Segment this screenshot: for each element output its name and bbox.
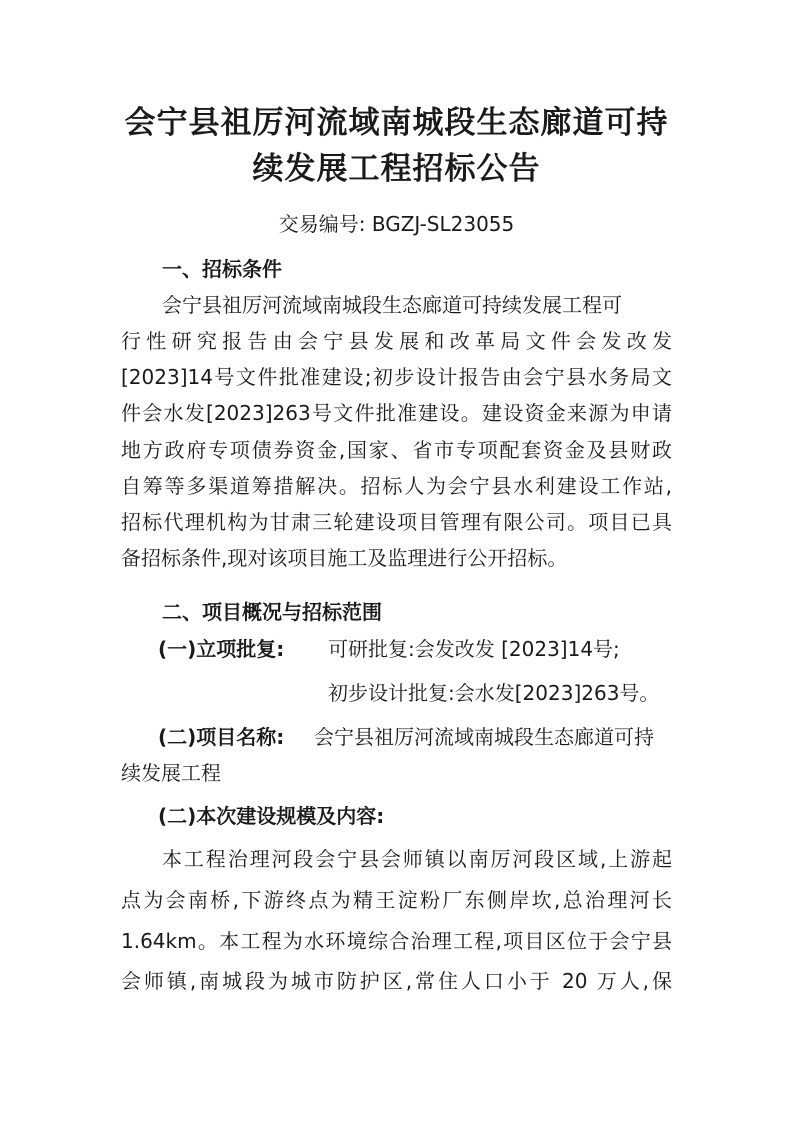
scale-line-3: 1.64km。本工程为水环境综合治理工程,项目区位于会宁县 [121,929,672,953]
section1-line-4: 件会水发[2023]263号文件批准建设。建设资金来源为申请 [121,401,672,425]
trade-number: 交易编号: BGZJ-SL23055 [278,212,515,236]
section1-line-7: 招标代理机构为甘肃三轮建设项目管理有限公司。项目已具 [121,510,672,534]
section1-heading: 一、招标条件 [162,257,282,281]
scale-label: (二)本次建设规模及内容: [158,804,385,828]
scale-line-1: 本工程治理河段会宁县会师镇以南厉河段区域,上游起 [162,847,672,871]
section1-line-2: 行性研究报告由会宁县发展和改革局文件会发改发 [121,329,672,353]
document-title-line2: 续发展工程招标公告 [252,151,541,187]
project-name-value-2: 续发展工程 [121,761,221,785]
section1-line-6: 自筹等多渠道筹措解决。招标人为会宁县水利建设工作站, [121,474,672,498]
project-name-label: (二)项目名称: [158,725,285,749]
section1-line-5: 地方政府专项债券资金,国家、省市专项配套资金及县财政 [121,438,672,462]
approval-value-1: 可研批复:会发改发 [2023]14号; [328,637,620,661]
section2-heading: 二、项目概况与招标范围 [162,600,382,624]
section1-line-8: 备招标条件,现对该项目施工及监理进行公开招标。 [121,546,568,570]
scale-line-4: 会师镇,南城段为城市防护区,常住人口小于 20 万人,保 [121,969,672,993]
section1-line-1: 会宁县祖厉河流域南城段生态廊道可持续发展工程可 [162,293,622,317]
section1-line-3: [2023]14号文件批准建设;初步设计报告由会宁县水务局文 [121,365,672,389]
project-name-value-1: 会宁县祖厉河流域南城段生态廊道可持 [314,725,654,749]
scale-line-2: 点为会南桥,下游终点为精王淀粉厂东侧岸坎,总治理河长 [121,888,672,912]
approval-label: (一)立项批复: [158,637,285,661]
approval-value-2: 初步设计批复:会水发[2023]263号。 [328,681,660,705]
document-title-line1: 会宁县祖厉河流域南城段生态廊道可持 [124,105,669,141]
